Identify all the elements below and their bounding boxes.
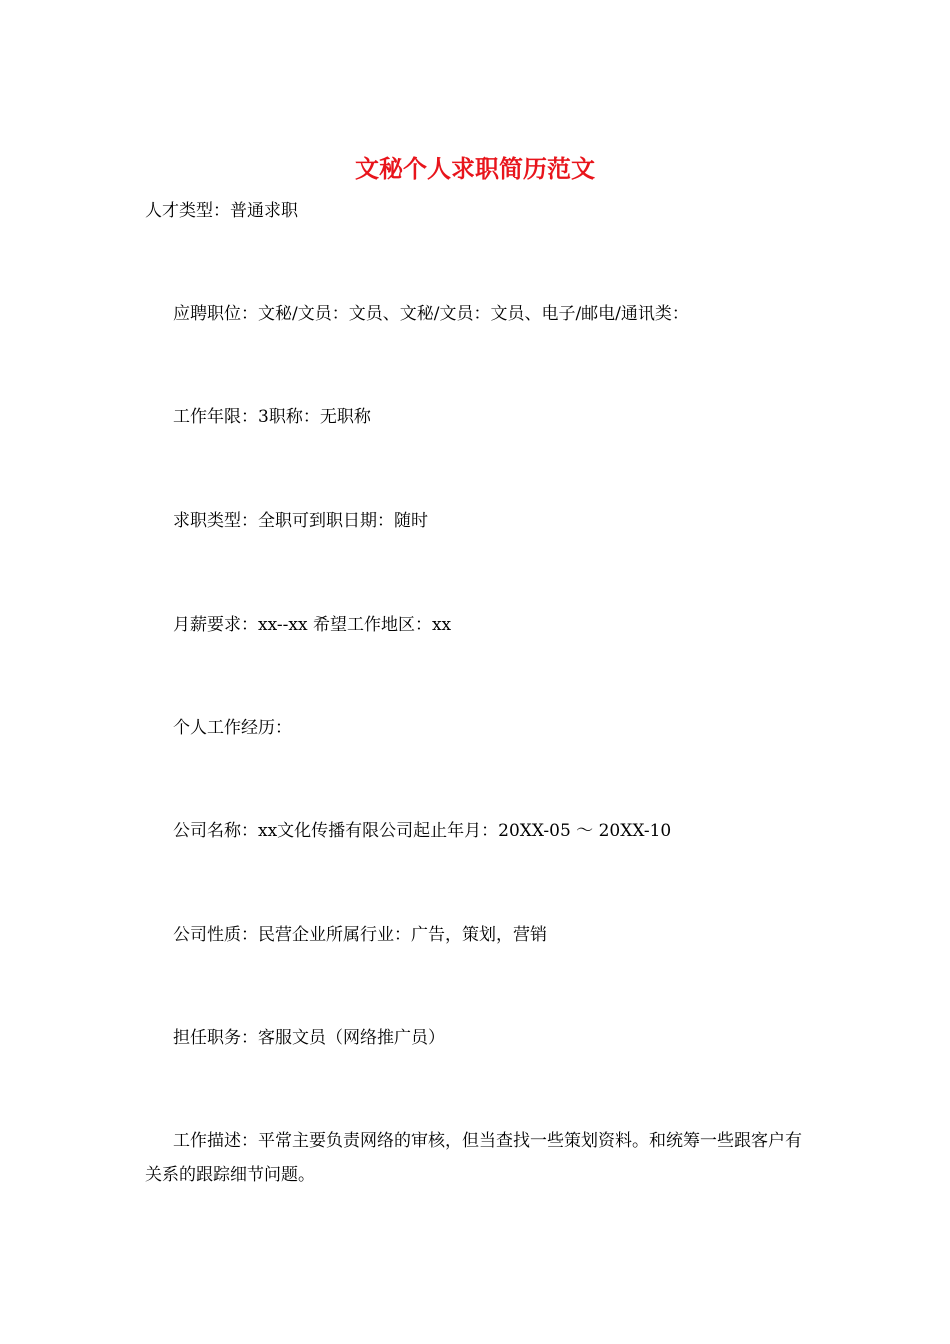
role-line: 担任职务：客服文员（网络推广员） bbox=[173, 1028, 445, 1048]
position-line: 应聘职位：文秘/文员：文员、文秘/文员：文员、电子/邮电/通讯类： bbox=[173, 304, 689, 324]
company-nature-line: 公司性质：民营企业所属行业：广告，策划，营销 bbox=[173, 925, 547, 945]
document-title: 文秘个人求职简历范文 bbox=[355, 154, 595, 183]
experience-heading: 个人工作经历： bbox=[173, 718, 292, 738]
company-line: 公司名称：xx文化传播有限公司起止年月：20XX-05 ～ 20XX-10 bbox=[173, 821, 672, 841]
talent-type-line: 人才类型：普通求职 bbox=[145, 201, 298, 221]
work-years-line: 工作年限：3职称：无职称 bbox=[173, 407, 371, 427]
salary-line: 月薪要求：xx--xx 希望工作地区：xx bbox=[173, 615, 452, 635]
description-paragraph: 工作描述：平常主要负责网络的审核，但当查找一些策划资料。和统筹一些跟客户有关系的跟踪细节问题。 bbox=[145, 1131, 802, 1185]
job-type-line: 求职类型：全职可到职日期：随时 bbox=[173, 511, 428, 531]
